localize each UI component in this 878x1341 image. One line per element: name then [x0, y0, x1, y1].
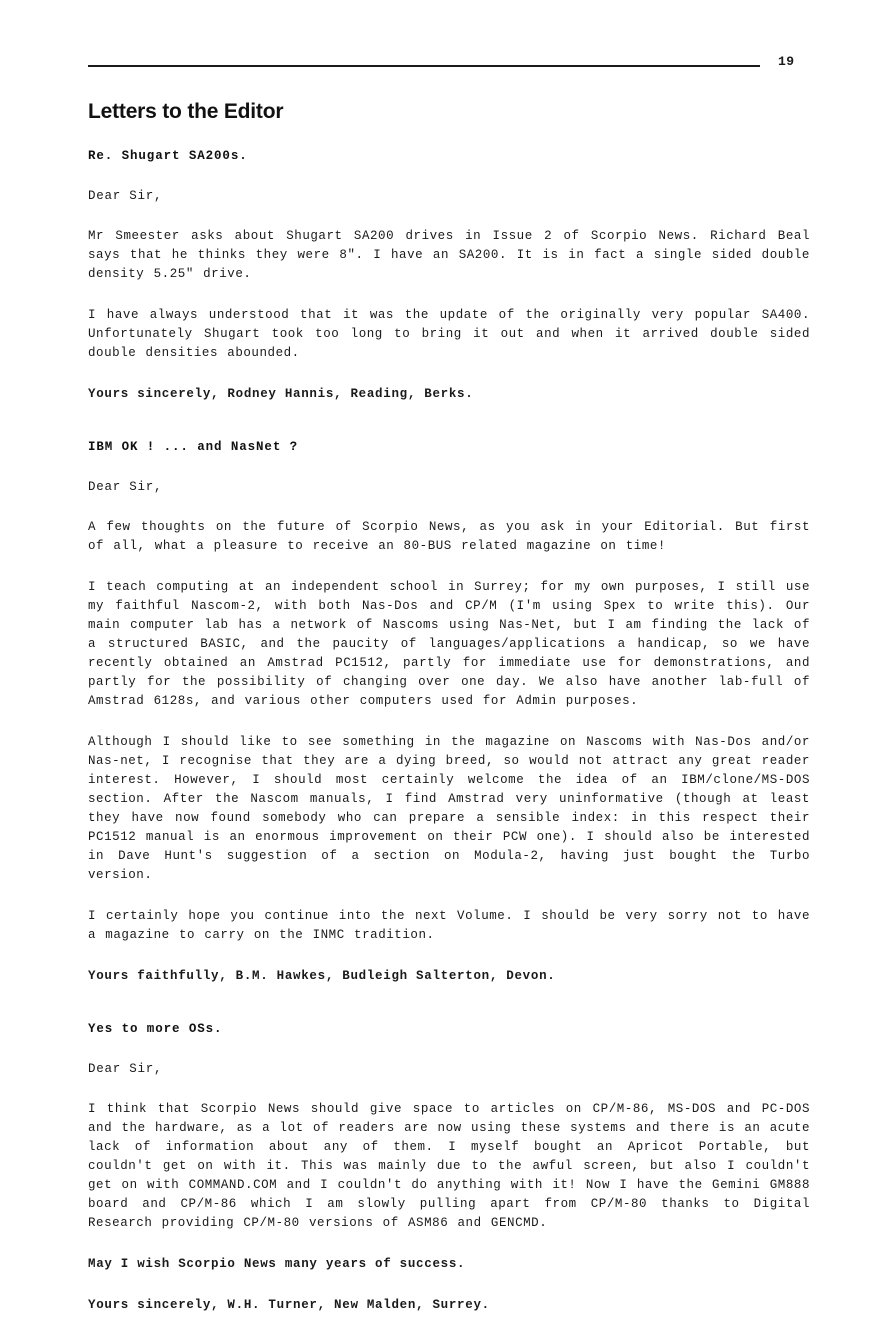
letter-paragraph: Mr Smeester asks about Shugart SA200 drives in Issue 2 of Scorpio News. Richard Beal says that he thinks they were 8". I have an SA200. It is in fact a single sided double density 5.25" drive.	[88, 229, 810, 282]
letter-signoff: Yours sincerely, Rodney Hannis, Reading, Berks.	[88, 387, 474, 402]
letter-salutation: Dear Sir,	[88, 189, 163, 204]
letter-salutation: Dear Sir,	[88, 1062, 163, 1077]
letter-subject: IBM OK ! ... and NasNet ?	[88, 440, 299, 455]
content-column	[88, 100, 810, 1341]
letter-paragraph: Although I should like to see something in the magazine on Nascoms with Nas-Dos and/or Nas-net, I recognise that they are a dying breed, so would not attract any great reader interest. However, I should most certainly welcome the idea of an IBM/clone/MS-DOS section. After the Nascom manuals, I find Amstrad very uninformative (though at least they have now found somebody who can prepare a sensible index: in this respect their PC1512 manual is an enormous improvement on their PCW one). I should also be interested in Dave Hunt's suggestion of a section on Modula-2, having just bought the Turbo version.	[88, 735, 810, 883]
letter-paragraph: I certainly hope you continue into the next Volume. I should be very sorry not to have a magazine to carry on the INMC tradition.	[88, 909, 810, 943]
letter-subject: Yes to more OSs.	[88, 1022, 223, 1037]
letter-paragraph: A few thoughts on the future of Scorpio News, as you ask in your Editorial. But first of all, what a pleasure to receive an 80-BUS related magazine on time!	[88, 520, 810, 554]
letter-1	[88, 147, 810, 404]
letter-paragraph: I have always understood that it was the update of the originally very popular SA400. Unfortunately Shugart took too long to bring it out and when it arrived double sided double densities abounded.	[88, 308, 810, 361]
letter-signoff: Yours faithfully, B.M. Hawkes, Budleigh Salterton, Devon.	[88, 969, 556, 984]
letter-3	[88, 1020, 810, 1315]
page-number: 19	[778, 54, 795, 69]
letter-paragraph: I teach computing at an independent school in Surrey; for my own purposes, I still use my faithful Nascom-2, with both Nas-Dos and CP/M (I'm using Spex to write this). Our main computer lab has a network of Nascoms using Nas-Net, but I am finding the lack of a structured BASIC, and the paucity of languages/applications a handicap, so we have recently obtained an Amstrad PC1512, partly for immediate use for demonstrations, and partly for the possibility of changing over one day. We also have another lab-full of Amstrad 6128s, and various other computers used for Admin purposes.	[88, 580, 810, 709]
letter-2	[88, 438, 810, 986]
letter-signoff: Yours sincerely, W.H. Turner, New Malden, Surrey.	[88, 1298, 490, 1313]
header-rule	[88, 65, 760, 67]
letter-closing-note: May I wish Scorpio News many years of success.	[88, 1257, 466, 1272]
letter-subject: Re. Shugart SA200s.	[88, 149, 248, 164]
page-header	[88, 54, 810, 80]
page-title: Letters to the Editor	[88, 100, 284, 123]
letter-salutation: Dear Sir,	[88, 480, 163, 495]
letter-paragraph: I think that Scorpio News should give space to articles on CP/M-86, MS-DOS and PC-DOS and the hardware, as a lot of readers are now using these systems and there is an acute lack of information about any of them. I myself bought an Apricot Portable, but couldn't get on with it. This was mainly due to the awful screen, but also I couldn't get on with COMMAND.COM and I couldn't do anything with it! Now I have the Gemini GM888 board and CP/M-86 which I am slowly pulling apart from CP/M-80 thanks to Digital Research providing CP/M-80 versions of ASM86 and GENCMD.	[88, 1102, 810, 1231]
